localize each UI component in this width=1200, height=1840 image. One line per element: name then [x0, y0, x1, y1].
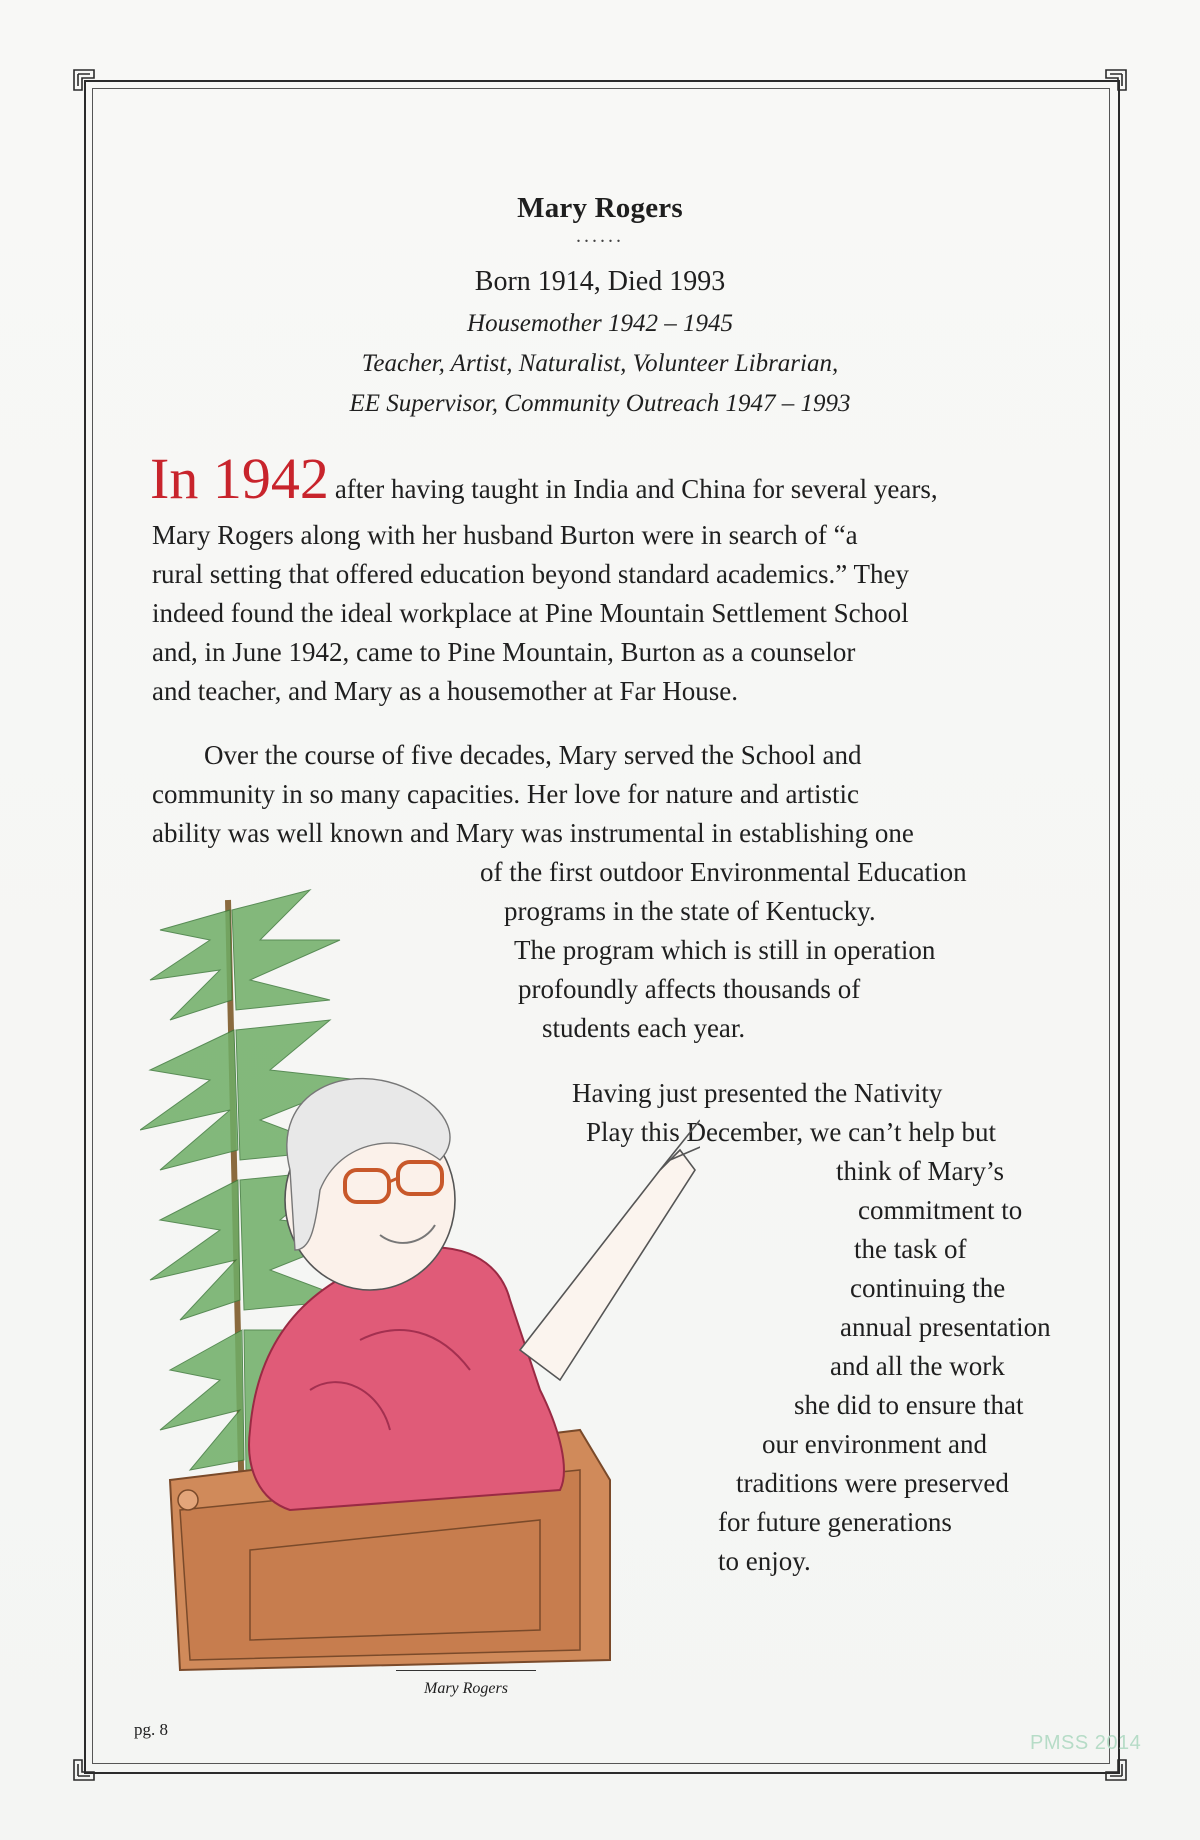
paragraph-line: and all the work: [830, 1351, 1005, 1381]
paragraph-line: Having just presented the Nativity: [572, 1078, 943, 1108]
role-line: EE Supervisor, Community Outreach 1947 – 1993: [349, 390, 851, 417]
paragraph-line: Play this December, we can’t help but: [586, 1117, 997, 1147]
article-title: Mary Rogers: [517, 192, 683, 224]
role-line: Housemother 1942 – 1945: [467, 310, 733, 337]
corner-ornament-top-left: [70, 66, 110, 106]
paragraph-line: think of Mary’s: [836, 1156, 1004, 1186]
paragraph-line: for future generations: [718, 1507, 952, 1537]
paragraph-line: programs in the state of Kentucky.: [504, 896, 876, 926]
paragraph-line: ability was well known and Mary was instrumental in establishing one: [152, 818, 914, 848]
paragraph-line: community in so many capacities. Her love for nature and artistic: [152, 779, 860, 809]
paragraph-line: annual presentation: [840, 1312, 1051, 1342]
line-text: after having taught in India and China for several years,: [334, 474, 938, 504]
born-died-line: Born 1914, Died 1993: [474, 266, 726, 297]
paragraph-line: commitment to: [858, 1195, 1023, 1225]
paragraph-line: our environment and: [762, 1429, 987, 1459]
drop-cap: In 1942: [150, 446, 329, 511]
paragraph-line: of the first outdoor Environmental Education: [480, 857, 967, 887]
paragraph-line: and, in June 1942, came to Pine Mountain, Burton as a counselor: [152, 637, 856, 667]
paragraph-line: and teacher, and Mary as a housemother at Far House.: [152, 676, 738, 706]
paragraph-line: The program which is still in operation: [514, 935, 936, 965]
watermark: PMSS 2014: [1030, 1732, 1142, 1754]
title-divider: ......: [576, 225, 624, 247]
paragraph-line: Mary Rogers along with her husband Burton were in search of “a: [152, 520, 858, 550]
paragraph-line: to enjoy.: [718, 1546, 811, 1576]
paragraph-line: profoundly affects thousands of: [518, 974, 861, 1004]
paragraph-line: traditions were preserved: [736, 1468, 1009, 1498]
paragraph-line: the task of: [854, 1234, 967, 1264]
page-number: pg. 8: [134, 1720, 168, 1739]
paragraph-line: she did to ensure that: [794, 1390, 1024, 1420]
paragraph-line: indeed found the ideal workplace at Pine Mountain Settlement School: [152, 598, 909, 628]
paragraph-line: Over the course of five decades, Mary served the School and: [204, 740, 862, 770]
corner-ornament-bottom-left: [70, 1744, 110, 1784]
figure-drawing: [249, 1079, 700, 1510]
caption-rule: [396, 1670, 536, 1671]
mary-rogers-illustration: [140, 870, 700, 1680]
paragraph-line: rural setting that offered education beyond standard academics.” They: [152, 559, 909, 589]
corner-ornament-top-right: [1090, 66, 1130, 106]
paragraph-line: [150, 446, 938, 511]
paragraph-line: students each year.: [542, 1013, 746, 1043]
role-line: Teacher, Artist, Naturalist, Volunteer Librarian,: [361, 350, 839, 377]
illustration-caption: Mary Rogers: [424, 1680, 508, 1697]
paragraph-line: continuing the: [850, 1273, 1006, 1303]
